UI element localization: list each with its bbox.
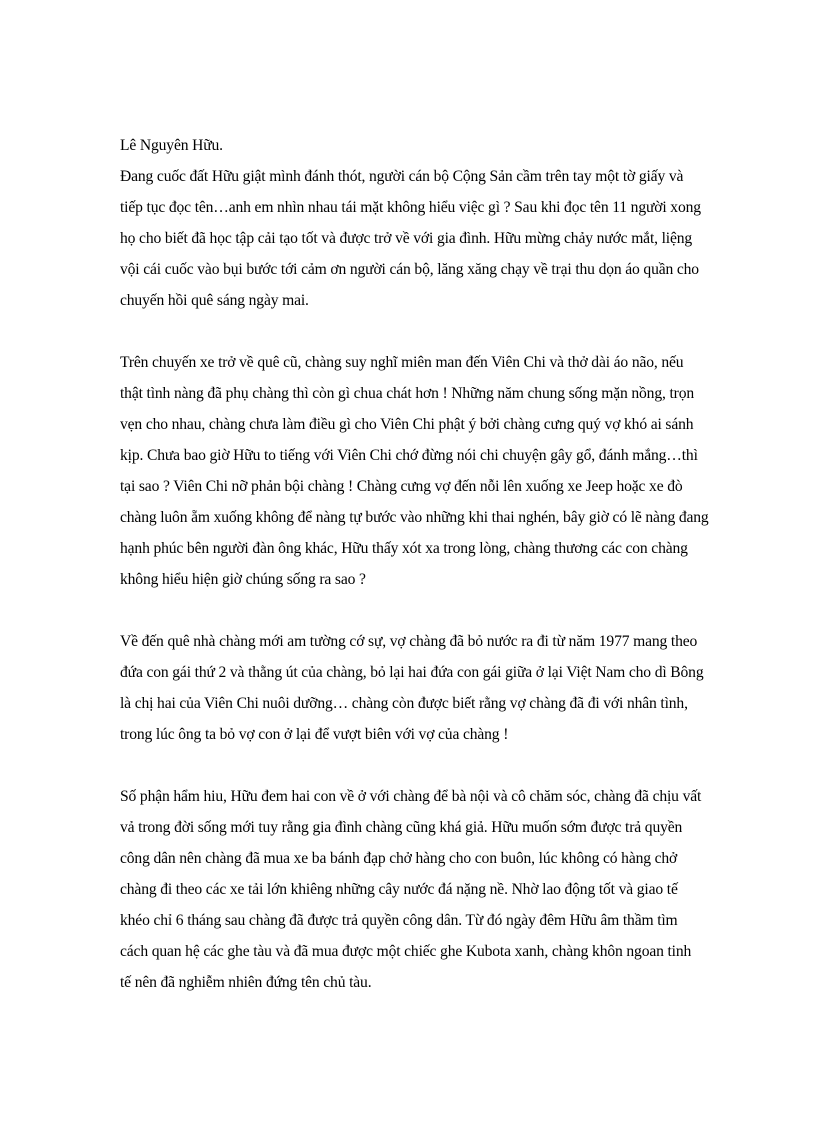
- text-line: khéo chỉ 6 tháng sau chàng đã được trả quyền công dân. Từ đó ngày đêm Hữu âm thầm tìm: [120, 912, 678, 929]
- text-line: vả trong đời sống mới tuy rằng gia đình chàng cũng khá giả. Hữu muốn sớm được trả quyền: [120, 819, 683, 836]
- document-body: [120, 130, 710, 998]
- text-line: Về đến quê nhà chàng mới am tường cớ sự, vợ chàng đã bỏ nước ra đi từ năm 1977 mang theo: [120, 633, 698, 650]
- text-line: họ cho biết đã học tập cải tạo tốt và được trở về với gia đình. Hữu mừng chảy nước mắt, liệng: [120, 230, 693, 247]
- paragraph-2: [120, 347, 710, 595]
- text-line: cách quan hệ các ghe tàu và đã mua được một chiếc ghe Kubota xanh, chàng khôn ngoan tinh: [120, 943, 692, 960]
- text-line: không hiểu hiện giờ chúng sống ra sao ?: [120, 571, 366, 588]
- text-line: tại sao ? Viên Chi nỡ phản bội chàng ! Chàng cưng vợ đến nỗi lên xuống xe Jeep hoặc xe đò: [120, 478, 683, 495]
- text-line: chàng đi theo các xe tải lớn khiêng những cây nước đá nặng nề. Nhờ lao động tốt và giao tế: [120, 881, 678, 898]
- text-line: là chị hai của Viên Chi nuôi dưỡng… chàng còn được biết rằng vợ chàng đã đi với nhân tình,: [120, 695, 688, 712]
- heading-line: Lê Nguyên Hữu.: [120, 137, 223, 154]
- paragraph-1: [120, 130, 710, 316]
- text-line: trong lúc ông ta bỏ vợ con ở lại để vượt biên với vợ của chàng !: [120, 726, 509, 743]
- text-line: Đang cuốc đất Hữu giật mình đánh thót, người cán bộ Cộng Sản cầm trên tay một tờ giấy và: [120, 168, 684, 185]
- text-line: tiếp tục đọc tên…anh em nhìn nhau tái mặt không hiểu việc gì ? Sau khi đọc tên 11 người xong: [120, 199, 701, 216]
- paragraph-3: [120, 626, 710, 750]
- text-line: vẹn cho nhau, chàng chưa làm điều gì cho Viên Chi phật ý bởi chàng cưng quý vợ khó ai sánh: [120, 416, 694, 433]
- text-line: hạnh phúc bên người đàn ông khác, Hữu thấy xót xa trong lòng, chàng thương các con chàng: [120, 540, 688, 557]
- text-line: Số phận hẩm hiu, Hữu đem hai con về ở với chàng để bà nội và cô chăm sóc, chàng đã chịu vất: [120, 788, 702, 805]
- text-line: Trên chuyến xe trở về quê cũ, chàng suy nghĩ miên man đến Viên Chi và thở dài áo não, nếu: [120, 354, 684, 371]
- text-line: đứa con gái thứ 2 và thằng út của chàng, bỏ lại hai đứa con gái giữa ở lại Việt Nam cho dì Bông: [120, 664, 704, 681]
- text-line: vội cái cuốc vào bụi bước tới cảm ơn người cán bộ, lăng xăng chạy về trại thu dọn áo quần cho: [120, 261, 699, 278]
- paragraph-4: [120, 781, 710, 998]
- text-line: chuyến hồi quê sáng ngày mai.: [120, 292, 309, 309]
- text-line: công dân nên chàng đã mua xe ba bánh đạp chở hàng cho con buôn, lúc không có hàng chở: [120, 850, 678, 867]
- text-line: chàng luôn ẵm xuống không để nàng tự bước vào những khi thai nghén, bây giờ có lẽ nàng đang: [120, 509, 709, 526]
- text-line: tế nên đã nghiễm nhiên đứng tên chủ tàu.: [120, 974, 372, 991]
- text-line: thật tình nàng đã phụ chàng thì còn gì chua chát hơn ! Những năm chung sống mặn nồng, trọn: [120, 385, 694, 402]
- text-line: kịp. Chưa bao giờ Hữu to tiếng với Viên Chi chớ đừng nói chi chuyện gây gổ, đánh mắng…thì: [120, 447, 698, 464]
